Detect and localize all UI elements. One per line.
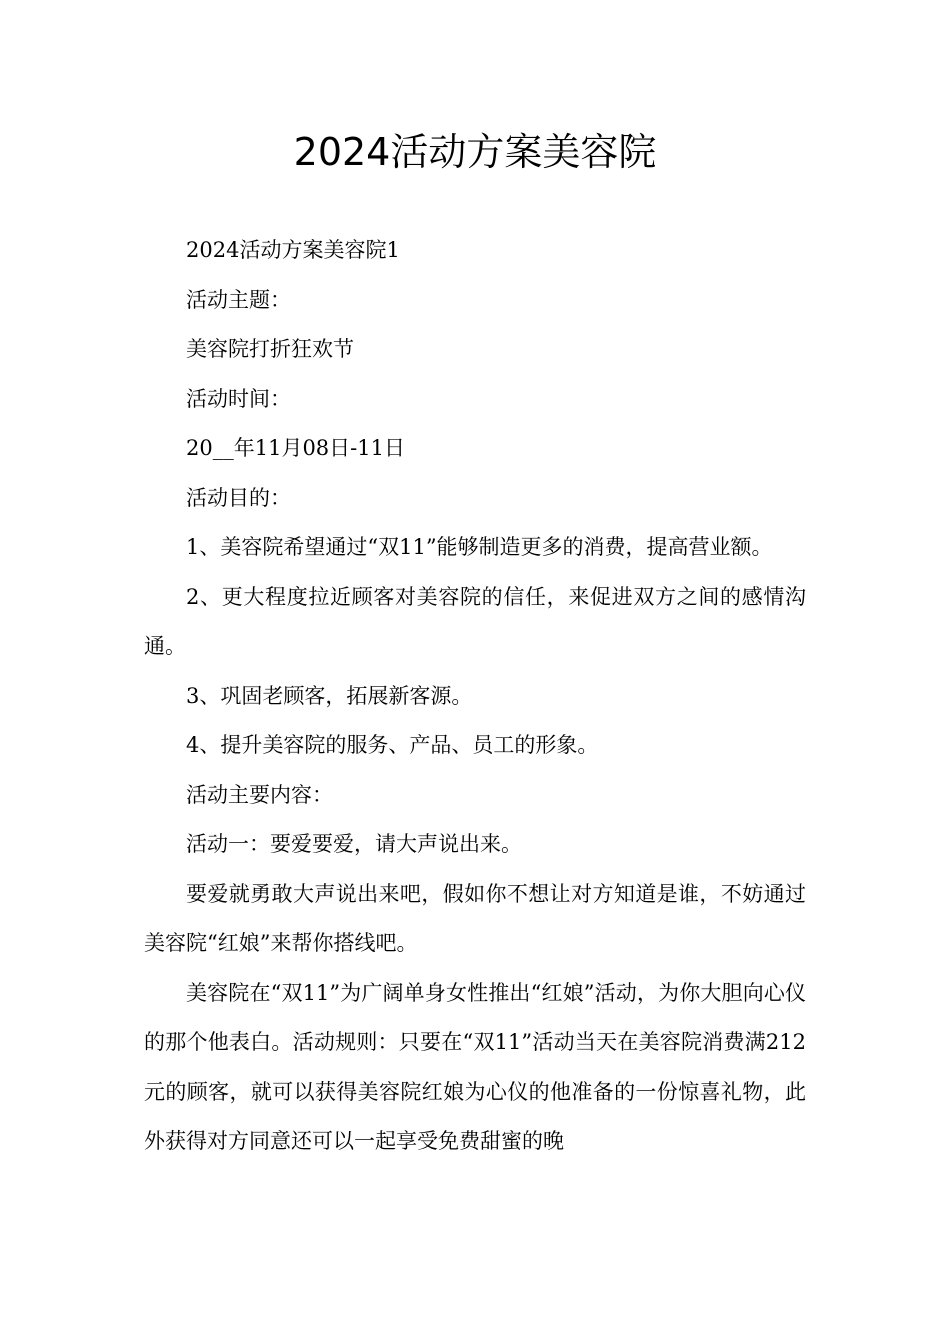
paragraph-theme: 美容院打折狂欢节	[186, 337, 354, 361]
paragraph-purpose-label: 活动目的：	[186, 485, 291, 510]
paragraph-heading: 2024活动方案美容院1	[186, 238, 400, 262]
paragraph-activity-1-rules: 美容院在“双11”为广阔单身女性推出“红娘”活动，为你大胆向心仪的那个他表白。活动规则：只要在“双11”活动当天在美容院消费满212元的顾客，就可以获得美容院红娘为心仪的他准备的一份惊喜礼物，此外获得对方同意还可以一起享受免费甜蜜的晚	[144, 980, 806, 1153]
document-title: 2024活动方案美容院	[293, 130, 657, 174]
paragraph-time: 20__年11月08日-11日	[186, 436, 405, 460]
paragraph-content-label: 活动主要内容：	[186, 782, 333, 807]
paragraph-activity-1: 活动一：要爱要爱，请大声说出来。	[186, 832, 522, 856]
paragraph-purpose-4: 4、提升美容院的服务、产品、员工的形象。	[186, 733, 599, 757]
paragraph-purpose-2: 2、更大程度拉近顾客对美容院的信任，来促进双方之间的感情沟通。	[144, 584, 806, 658]
paragraph-theme-label: 活动主题：	[186, 287, 291, 312]
paragraph-activity-1-intro: 要爱就勇敢大声说出来吧，假如你不想让对方知道是谁，不妨通过美容院“红娘”来帮你搭线吧。	[144, 881, 806, 955]
document-body	[144, 226, 806, 1167]
paragraph-purpose-1: 1、美容院希望通过“双11”能够制造更多的消费，提高营业额。	[186, 535, 773, 559]
paragraph-time-label: 活动时间：	[186, 386, 291, 411]
paragraph-purpose-3: 3、巩固老顾客，拓展新客源。	[186, 683, 473, 708]
